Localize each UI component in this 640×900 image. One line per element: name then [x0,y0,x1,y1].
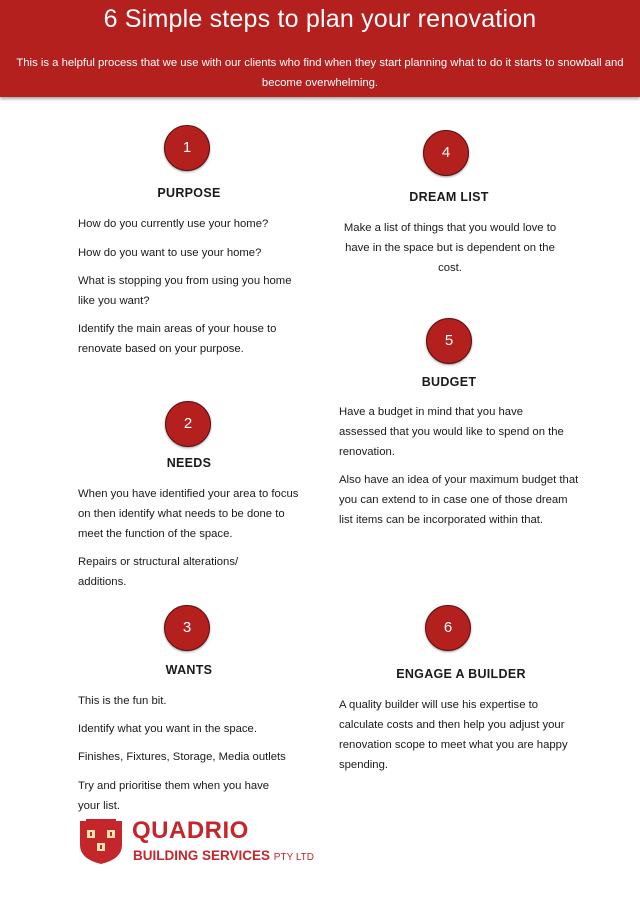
page-title: 6 Simple steps to plan your renovation [103,5,537,33]
logo-tagline-main: BUILDING SERVICES [133,848,271,863]
step-4-title: DREAM LIST [409,190,489,204]
step-2-text-2: Repairs or structural alterations/ additions. [78,556,239,588]
page-subtitle: This is a helpful process that we use with our clients who find when they start planning what to do it starts to snowball and become overwhelming. [16,57,624,89]
step-3-title: WANTS [165,663,213,677]
step-6-text-1: A quality builder will use his expertise to calculate costs and then help you adjust your renovation scope to meet what you are happy spending. [339,699,568,771]
step-6-number-circle: 6 [425,605,471,651]
step-5-title: BUDGET [421,375,477,389]
house-shield-icon [76,815,126,865]
logo-tagline [133,848,314,863]
step-5-number-circle: 5 [426,318,472,364]
step-1-title: PURPOSE [157,186,221,200]
step-1-text-3: What is stopping you from using you home like you want? [78,275,292,307]
step-3-number-circle: 3 [164,605,210,651]
step-3-text-2: Identify what you want in the space. [78,723,257,735]
step-2-text-1: When you have identified your area to focus on then identify what needs to be done to meet the function of the space. [78,488,299,540]
step-2-title: NEEDS [166,456,212,470]
header-banner [0,0,640,97]
step-3-text-4: Try and prioritise them when you have your list. [78,780,270,812]
step-2-number-circle: 2 [165,401,211,447]
step-4-text-1: Make a list of things that you would love to have in the space but is dependent on the cost. [343,222,557,274]
step-1-number-circle: 1 [164,125,210,171]
step-1-text-1: How do you currently use your home? [78,218,269,230]
step-1-text-2: How do you want to use your home? [78,247,262,259]
logo-suffix: PTY LTD [273,852,314,863]
step-3-text-3: Finishes, Fixtures, Storage, Media outlets [78,751,286,763]
step-3-text-1: This is the fun bit. [78,695,167,707]
step-5-text-2: Also have an idea of your maximum budget that you can extend to in case one of those dream list items can be incorporated within that. [339,474,579,526]
company-logo [76,815,356,867]
logo-name: QUADRIO [132,817,249,844]
step-6-title: ENGAGE A BUILDER [396,667,526,681]
step-4-number-circle: 4 [423,130,469,176]
step-1-text-4: Identify the main areas of your house to renovate based on your purpose. [78,323,277,355]
step-5-text-1: Have a budget in mind that you have assessed that you would like to spend on the renovation. [339,406,564,458]
